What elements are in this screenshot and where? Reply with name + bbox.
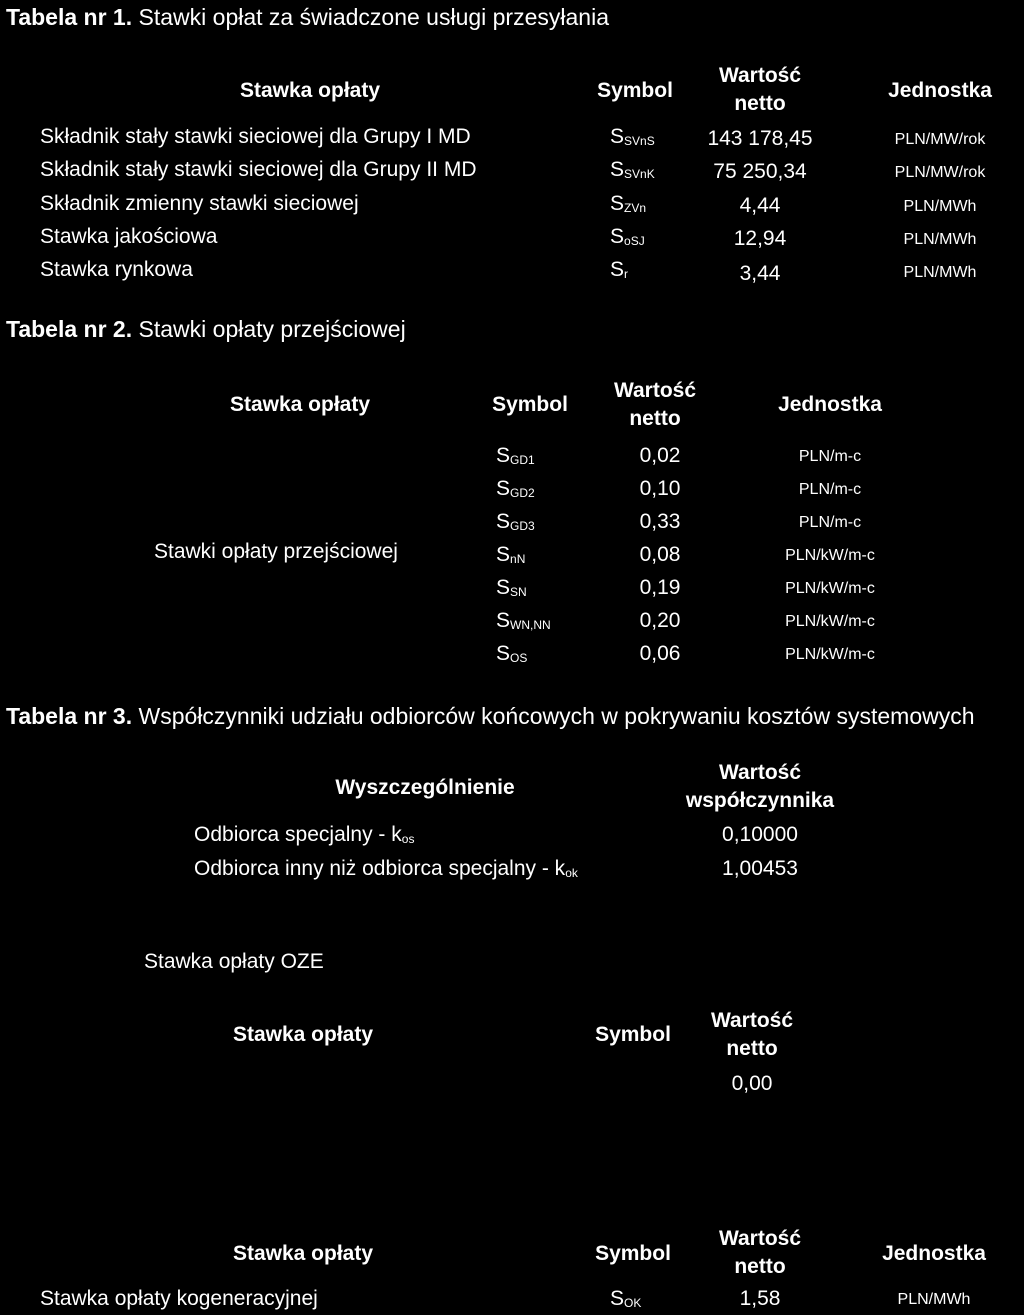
table2-row-value: 0,06 [639,642,681,665]
table3-title-text: Współczynniki udziału odbiorców końcowych w pokrywaniu kosztów systemowych [132,703,975,729]
kog-header-value-line2: netto [734,1255,786,1279]
table2-row-value: 0,33 [639,510,681,533]
table3-title-number: Tabela nr 3. [6,703,133,729]
oze-header-value-line2: netto [726,1037,778,1061]
table2-header-symbol: Symbol [492,393,568,416]
kog-row-name: Stawka opłaty kogeneracyjnej [40,1287,318,1310]
table1-row-symbol: $S_{SVnK}$ [610,158,655,181]
table1-row-name: Stawka jakościowa [40,225,218,248]
table2-header-rate: Stawka opłaty [229,393,371,416]
table2-row-value: 0,08 [639,543,681,566]
table1-title [6,4,609,31]
table2-title-number: Tabela nr 2. [6,316,133,342]
table1-row-unit: PLN/MW/rok [894,164,986,181]
table1-row-unit: PLN/MW/rok [894,131,986,148]
table1-row-value: 4,44 [739,194,781,217]
table2-row-unit: PLN/kW/m-c [785,580,875,597]
table3-row-name: Odbiorca inny niż odbiorca specjalny - $k_{ok}$ [194,857,578,880]
table1-row-value: 75 250,34 [713,160,807,183]
oze-header-rate: Stawka opłaty [232,1023,374,1046]
table1-row-value: 3,44 [739,262,781,285]
table1-row-symbol: $S_{ZVn}$ [610,192,647,215]
table1-header-symbol: Symbol [597,79,673,102]
table1-header-value-line2: netto [734,92,786,116]
table3-row-value: 1,00453 [722,857,798,880]
kog-header-rate: Stawka opłaty [232,1242,374,1265]
table2-header-value-line2: netto [629,407,681,431]
table2-header-value-line1: Wartość [613,379,697,402]
table1-title-number: Tabela nr 1. [6,4,133,30]
kog-header-value-line1: Wartość [718,1227,802,1250]
table1-row-symbol: $S_{SVnS}$ [610,125,655,148]
table1-row-name: Składnik stały stawki sieciowej dla Grupy I MD [40,125,471,148]
table1-row-name: Stawka rynkowa [40,258,193,281]
kog-header-symbol: Symbol [595,1242,671,1265]
oze-header-symbol: Symbol [595,1023,671,1046]
table1-header-rate: Stawka opłaty [239,79,381,102]
table2-row-symbol: $S_{WN,NN}$ [496,609,551,632]
table1-row-unit: PLN/MWh [903,264,977,281]
table1-row-symbol: $S_{oSJ}$ [610,225,645,248]
table1-header-value [700,62,820,119]
table3-header-coef-line2: współczynnika [685,789,835,813]
table1-header-value-line1: Wartość [718,64,802,87]
table2-row-unit: PLN/kW/m-c [785,646,875,663]
oze-header-value-line1: Wartość [710,1009,794,1032]
table2-row-label: Stawki opłaty przejściowej [154,540,398,563]
table2-title [6,316,406,343]
table2-row-unit: PLN/m-c [798,448,862,465]
table2-header-value [595,377,715,434]
table2-header-unit: Jednostka [778,393,882,416]
kog-row-unit: PLN/MWh [897,1291,971,1308]
oze-value: 0,00 [731,1072,773,1095]
table2-row-unit: PLN/m-c [798,514,862,531]
kog-row-value: 1,58 [739,1287,781,1310]
table3-row-value: 0,10000 [722,823,798,846]
table3-header-coef [660,759,860,816]
table3-row-name: Odbiorca specjalny - $k_{os}$ [194,823,415,846]
table2-row-symbol: $S_{SN}$ [496,576,527,599]
table1-row-name: Składnik zmienny stawki sieciowej [40,192,359,215]
oze-header-value [692,1007,812,1064]
kog-header-value [700,1225,820,1282]
table3-header-coef-line1: Wartość [718,761,802,784]
table2-row-value: 0,02 [639,444,681,467]
table2-row-symbol: $S_{GD2}$ [496,477,535,500]
table1-header-unit: Jednostka [888,79,992,102]
table1-row-unit: PLN/MWh [903,231,977,248]
table1-title-text: Stawki opłat za świadczone usługi przesyłania [132,4,609,30]
table2-row-unit: PLN/kW/m-c [785,547,875,564]
table2-row-symbol: $S_{nN}$ [496,543,526,566]
table2-row-unit: PLN/kW/m-c [785,613,875,630]
table1-row-value: 143 178,45 [707,127,813,150]
table3-header-spec: Wyszczególnienie [335,776,515,799]
table2-row-symbol: $S_{GD3}$ [496,510,535,533]
table2-row-value: 0,10 [639,477,681,500]
table2-row-unit: PLN/m-c [798,481,862,498]
table2-title-text: Stawki opłaty przejściowej [132,316,406,342]
oze-title: Stawka opłaty OZE [144,950,324,973]
table1-row-symbol: $S_r$ [610,258,629,281]
table2-row-value: 0,19 [639,576,681,599]
table1-row-value: 12,94 [733,227,787,250]
table1-row-unit: PLN/MWh [903,198,977,215]
kog-row-symbol: $S_{OK}$ [610,1287,642,1310]
table2-row-value: 0,20 [639,609,681,632]
kog-header-unit: Jednostka [882,1242,986,1265]
table1-row-name: Składnik stały stawki sieciowej dla Grupy II MD [40,158,477,181]
table2-row-symbol: $S_{OS}$ [496,642,528,665]
table3-title [6,703,975,730]
table2-row-symbol: $S_{GD1}$ [496,444,535,467]
